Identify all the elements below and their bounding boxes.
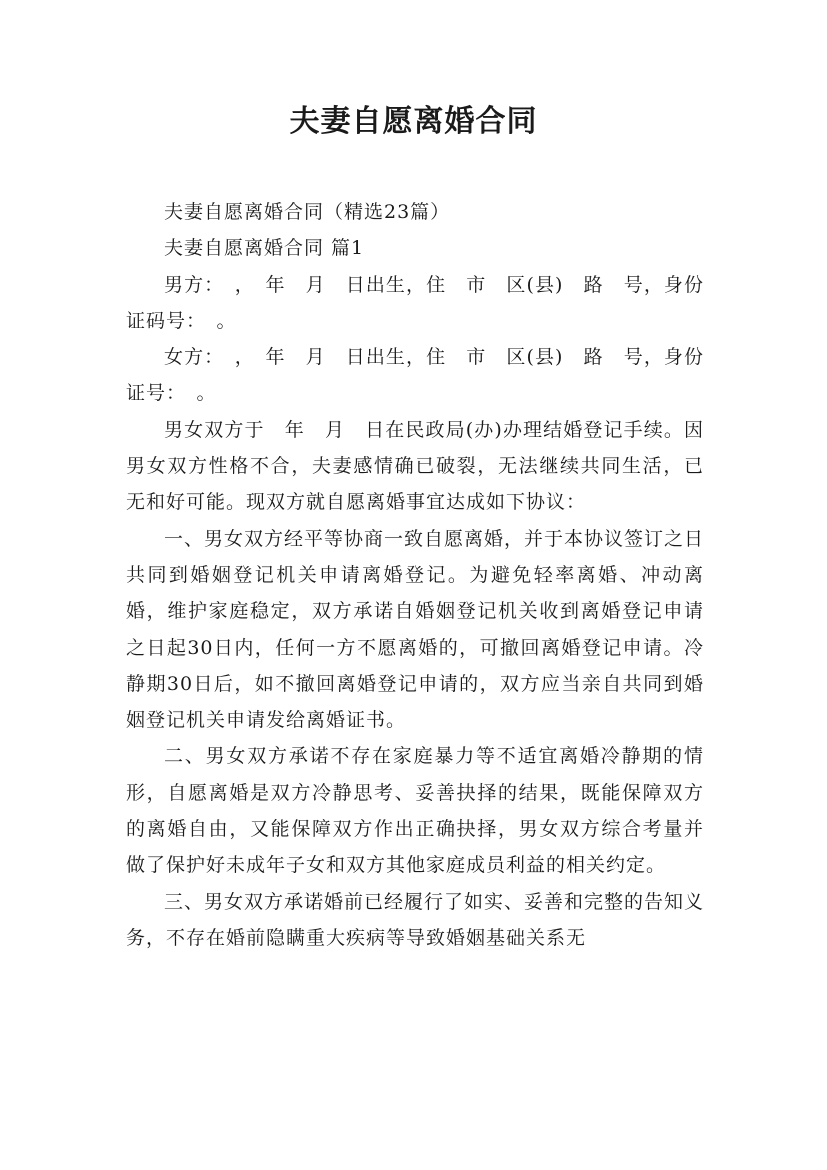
paragraph-section-heading: 夫妻自愿离婚合同 篇1 bbox=[164, 237, 365, 260]
paragraph-female-party: 女方： ， 年 月 日出生，住 市 区(县) 路 号，身份证号： 。 bbox=[126, 346, 704, 405]
document-title: 夫妻自愿离婚合同 bbox=[289, 104, 538, 139]
paragraph-clause-1: 一、男女双方经平等协商一致自愿离婚，并于本协议签订之日共同到婚姻登记机关申请离婚登记。为避免轻率离婚、冲动离婚，维护家庭稳定，双方承诺自婚姻登记机关收到离婚登记申请之日起30日内，任何一方不愿离婚的，可撤回离婚登记申请。冷静期30日后，如不撤回离婚登记申请的，双方应当亲自共同到婚姻登记机关申请发给离婚证书。 bbox=[126, 527, 705, 732]
paragraph-male-party: 男方： ， 年 月 日出生，住 市 区(县) 路 号，身份证码号： 。 bbox=[126, 273, 704, 332]
paragraph-subtitle: 夫妻自愿离婚合同（精选23篇） bbox=[164, 201, 451, 223]
paragraph-clause-2: 二、男女双方承诺不存在家庭暴力等不适宜离婚冷静期的情形，自愿离婚是双方冷静思考、妥善抉择的结果，既能保障双方的离婚自由，又能保障双方作出正确抉择，男女双方综合考量并做了保护好未成年子女和双方其他家庭成员利益的相关约定。 bbox=[126, 745, 704, 877]
paragraph-preamble: 男女双方于 年 月 日在民政局(办)办理结婚登记手续。因男女双方性格不合，夫妻感情确已破裂，无法继续共同生活，已无和好可能。现双方就自愿离婚事宜达成如下协议： bbox=[126, 418, 704, 514]
paragraph-clause-3: 三、男女双方承诺婚前已经履行了如实、妥善和完整的告知义务，不存在婚前隐瞒重大疾病等导致婚姻基础关系无 bbox=[126, 890, 705, 949]
document-body bbox=[126, 194, 704, 956]
